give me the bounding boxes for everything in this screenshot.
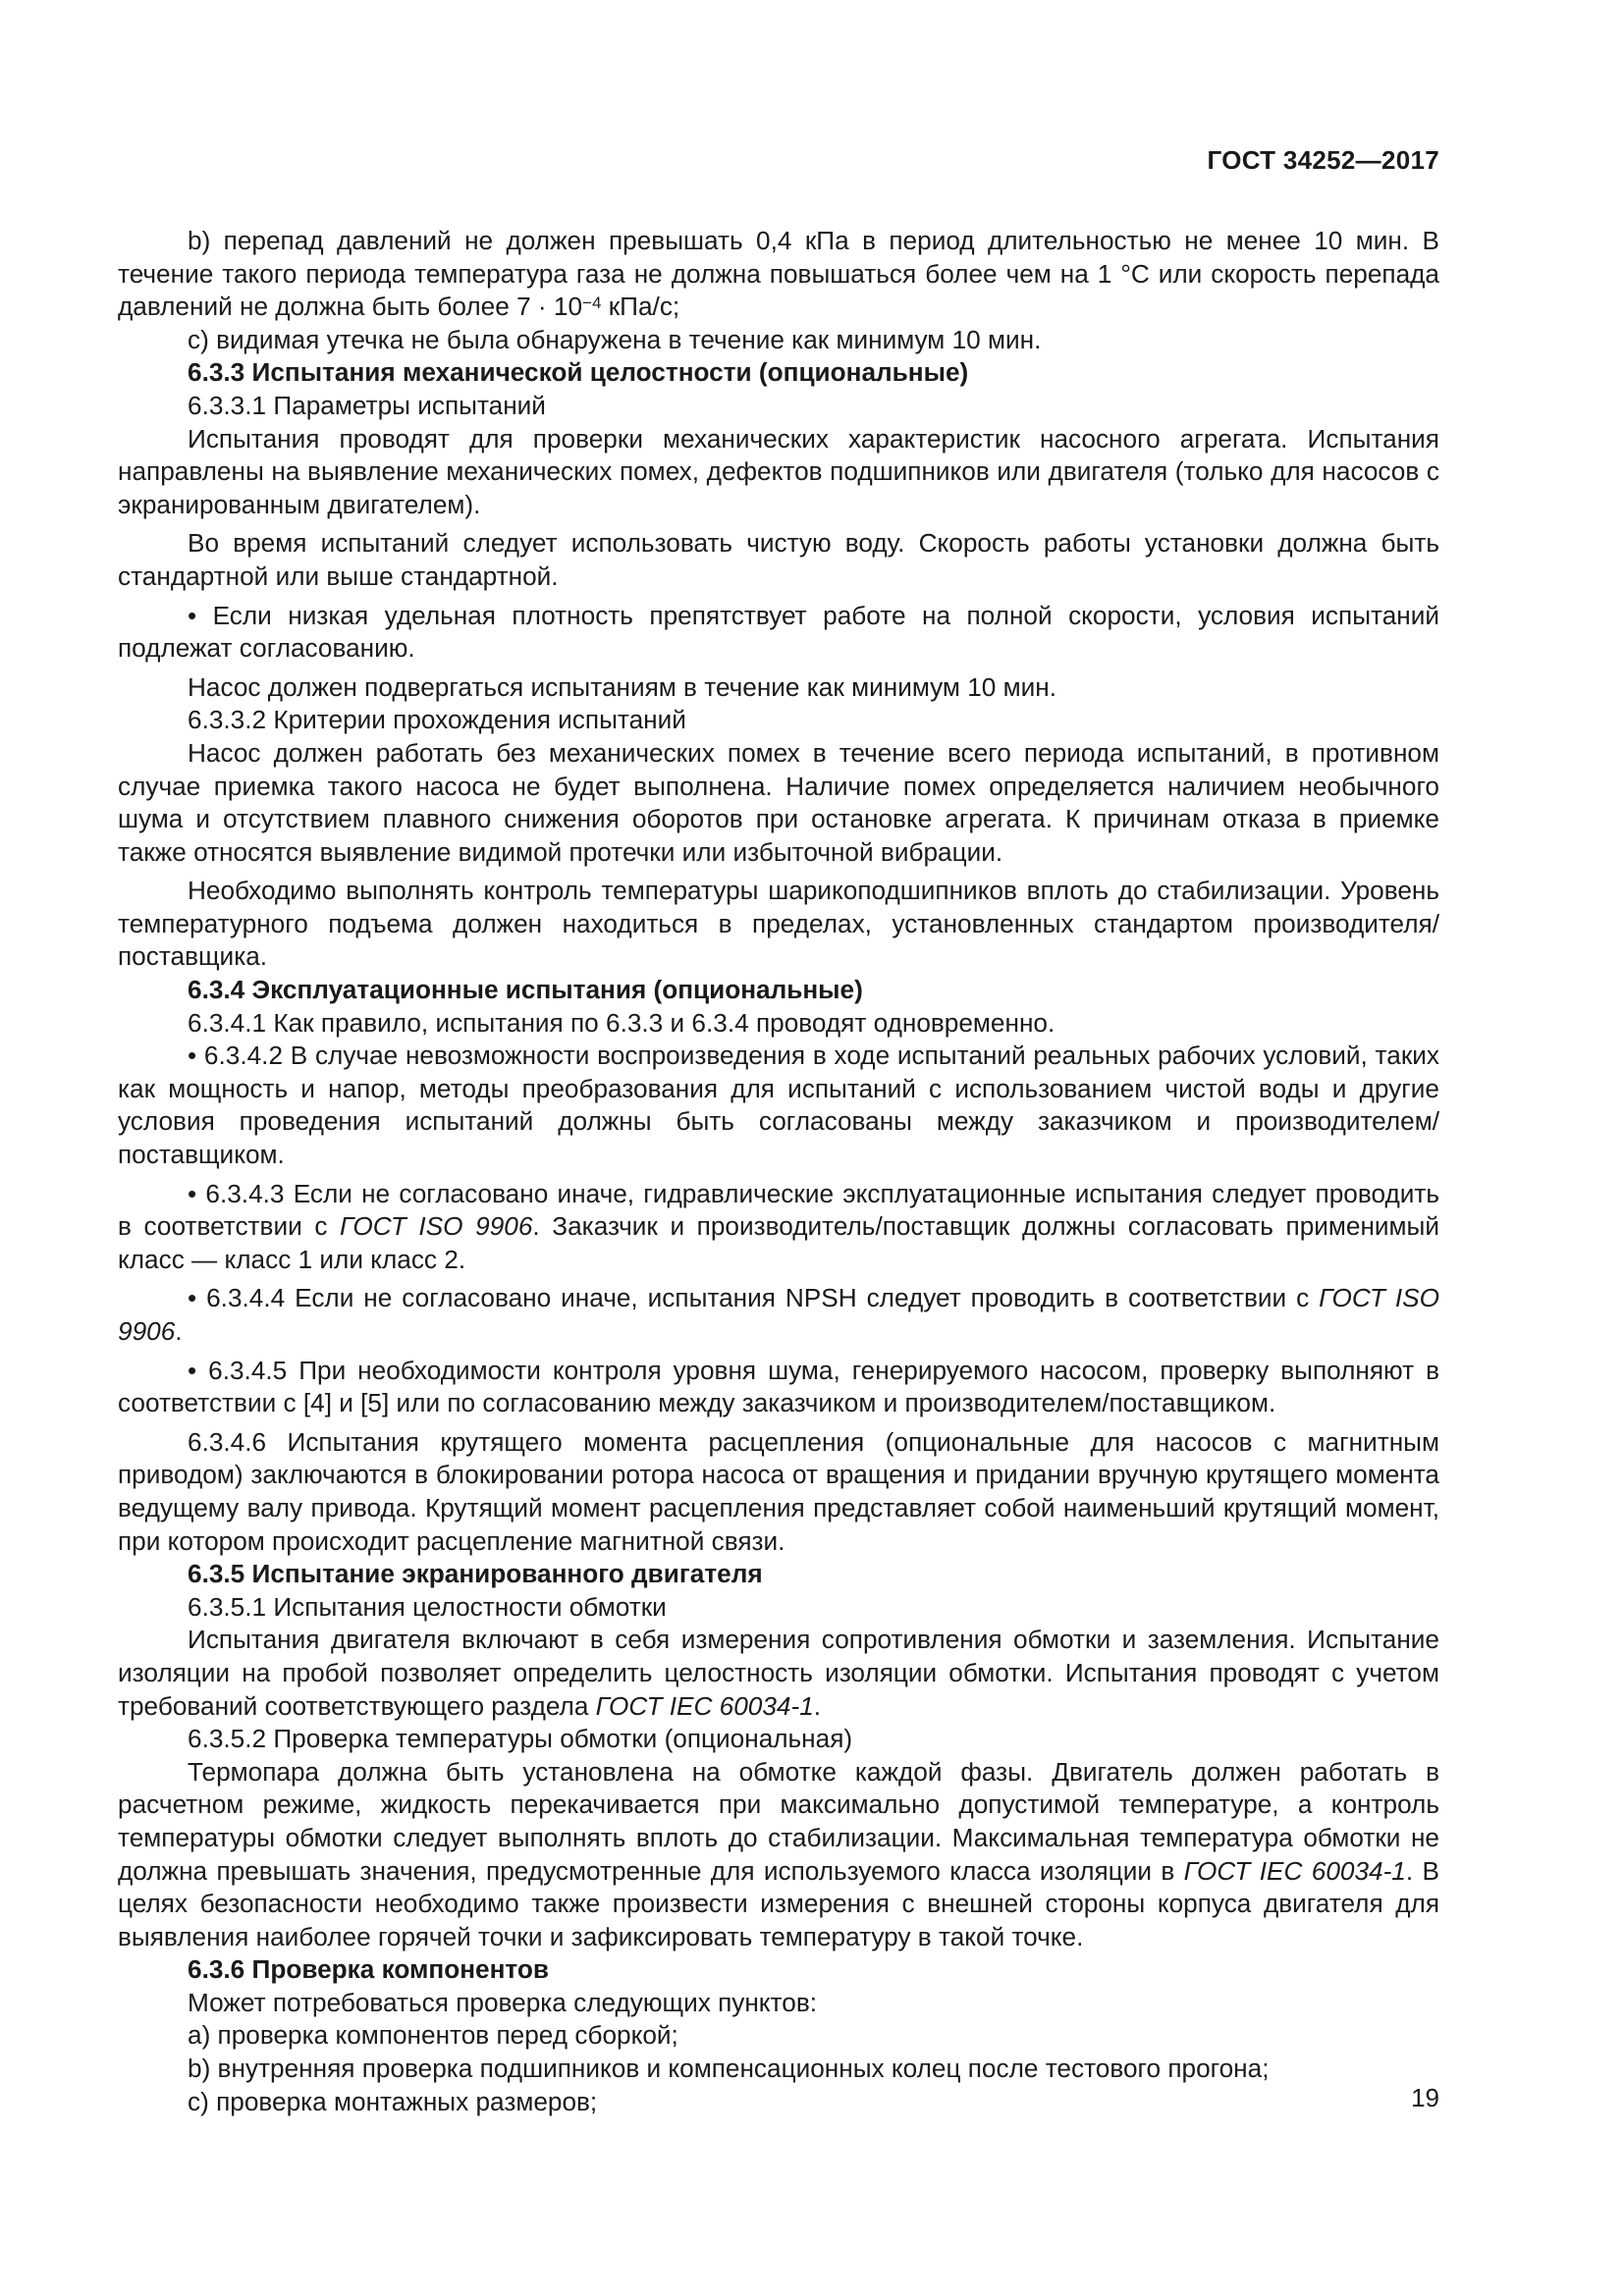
list-item-c: с) проверка монтажных размеров;	[188, 2086, 598, 2116]
standard-reference: ГОСТ IEC 60034-1	[595, 1690, 814, 1721]
standard-reference: ГОСТ ISO 9906	[118, 1283, 1440, 1346]
paragraph-6-3-4-3	[118, 1178, 1439, 1277]
text: . Заказчик и производитель/поставщик должны согласовать применимый класс — класс 1 или класс 2.	[118, 1211, 1439, 1274]
paragraph-6-3-4-4	[118, 1282, 1439, 1348]
subsection-6-3-3-2: 6.3.3.2 Критерии прохождения испытаний	[188, 705, 686, 735]
list-item-b: b) внутренняя проверка подшипников и компенсационных колец после тестового прогона;	[188, 2054, 1270, 2084]
subsection-6-3-5-2: 6.3.5.2 Проверка температуры обмотки (опциональная)	[188, 1724, 853, 1754]
paragraph-10-min: Насос должен подвергаться испытаниям в течение как минимум 10 мин.	[188, 671, 1056, 702]
text: b) перепад давлений не должен превышать 0,4 кПа в период длительностью не менее 10 мин. В течение такого периода температура газа не должна повышаться более чем на 1 °С или скорость перепада давлений не должна быть более 7 · 10	[118, 226, 1439, 322]
paragraph-clean-water: Во время испытаний следует использовать чистую воду. Скорость работы установки должна быть стандартной или выше стандартной.	[118, 528, 1439, 591]
standard-header: ГОСТ 34252—2017	[1207, 145, 1439, 175]
section-heading-6-3-6: 6.3.6 Проверка компонентов	[188, 1954, 549, 1985]
subsection-6-3-3-1: 6.3.3.1 Параметры испытаний	[188, 390, 546, 420]
section-heading-6-3-4: 6.3.4 Эксплуатационные испытания (опциональные)	[188, 975, 863, 1005]
paragraph-mechanical-tests: Испытания проводят для проверки механических характеристик насосного агрегата. Испытания направлены на выявление механических помех, дефектов подшипников или двигателя (только для насосов с экранированным двигателем).	[118, 423, 1439, 519]
paragraph-b-pressure	[118, 225, 1439, 324]
text: Испытания двигателя включают в себя измерения сопротивления обмотки и заземления. Испытание изоляции на пробой позволяет определить целостность изоляции обмотки. Испытания проводят с учетом требований соответствующего раздела	[118, 1625, 1439, 1721]
text: .	[175, 1316, 183, 1346]
paragraph-6-3-4-5: • 6.3.4.5 При необходимости контроля уровня шума, генерируемого насосом, проверку выполняют в соответствии с [4] и [5] или по согласованию между заказчиком и производителем/поставщиком.	[118, 1355, 1439, 1418]
text: . В целях безопасности необходимо также произвести измерения с внешней стороны корпуса двигателя для выявления наиболее горячей точки и зафиксировать температуру в такой точке.	[118, 1855, 1439, 1951]
paragraph-low-density: • Если низкая удельная плотность препятствует работе на полной скорости, условия испытаний подлежат согласованию.	[118, 600, 1439, 664]
list-item-a: а) проверка компонентов перед сборкой;	[188, 2020, 678, 2051]
paragraph-noise-criteria: Насос должен работать без механических помех в течение всего периода испытаний, в противном случае приемка такого насоса не будет выполнена. Наличие помех определяется наличием необычного шума и отсутствием плавного снижения оборотов при остановке агрегата. К причинам отказа в приемке также относятся выявление видимой протечки или избыточной вибрации.	[118, 737, 1439, 867]
text: • 6.3.4.4 Если не согласовано иначе, испытания NPSH следует проводить в соответствии с	[188, 1283, 1320, 1313]
paragraph-winding-insulation	[118, 1624, 1439, 1723]
paragraph-check-intro: Может потребоваться проверка следующих пунктов:	[188, 1987, 818, 2017]
page-number: 19	[1411, 2083, 1439, 2112]
text: Термопара должна быть установлена на обмотке каждой фазы. Двигатель должен работать в расчетном режиме, жидкость перекачивается при максимально допустимой температуре, а контроль температуры обмотки следует выполнять вплоть до стабилизации. Максимальная температура обмотки не должна превышать значения, предусмотренные для используемого класса изоляции в	[118, 1756, 1439, 1886]
text: .	[813, 1690, 822, 1721]
text: кПа/с;	[601, 292, 680, 322]
paragraph-c-leak: с) видимая утечка не была обнаружена в течение как минимум 10 мин.	[188, 324, 1042, 354]
section-heading-6-3-5: 6.3.5 Испытание экранированного двигателя	[188, 1559, 763, 1589]
page-content	[118, 225, 1439, 2118]
standard-reference: ГОСТ IEC 60034-1	[1183, 1855, 1406, 1886]
subsection-6-3-5-1: 6.3.5.1 Испытания целостности обмотки	[188, 1591, 667, 1622]
exponent: −4	[582, 294, 602, 313]
paragraph-6-3-4-2: • 6.3.4.2 В случае невозможности воспроизведения в ходе испытаний реальных рабочих условий, таких как мощность и напор, методы преобразования для испытаний с использованием чистой воды и другие условия проведения испытаний должны быть согласованы между заказчиком и производителем/поставщиком.	[118, 1041, 1439, 1170]
paragraph-bearing-temperature: Необходимо выполнять контроль температуры шарикоподшипников вплоть до стабилизации. Уровень температурного подъема должен находиться в пределах, установленных стандартом производителя/поставщика.	[118, 876, 1439, 972]
paragraph-thermocouple	[118, 1756, 1439, 1954]
section-heading-6-3-3: 6.3.3 Испытания механической целостности (опциональные)	[188, 357, 969, 388]
text: • 6.3.4.3 Если не согласовано иначе, гидравлические эксплуатационные испытания следует проводить в соответствии с	[118, 1178, 1439, 1242]
paragraph-6-3-4-6: 6.3.4.6 Испытания крутящего момента расцепления (опциональные для насосов с магнитным приводом) заключаются в блокировании ротора насоса от вращения и придании вручную крутящего момента ведущему валу привода. Крутящий момент расцепления представляет собой наименьший крутящий момент, при котором происходит расцепление магнитной связи.	[118, 1426, 1439, 1556]
paragraph-6-3-4-1: 6.3.4.1 Как правило, испытания по 6.3.3 и 6.3.4 проводят одновременно.	[188, 1007, 1056, 1038]
standard-reference: ГОСТ ISO 9906	[340, 1211, 533, 1242]
